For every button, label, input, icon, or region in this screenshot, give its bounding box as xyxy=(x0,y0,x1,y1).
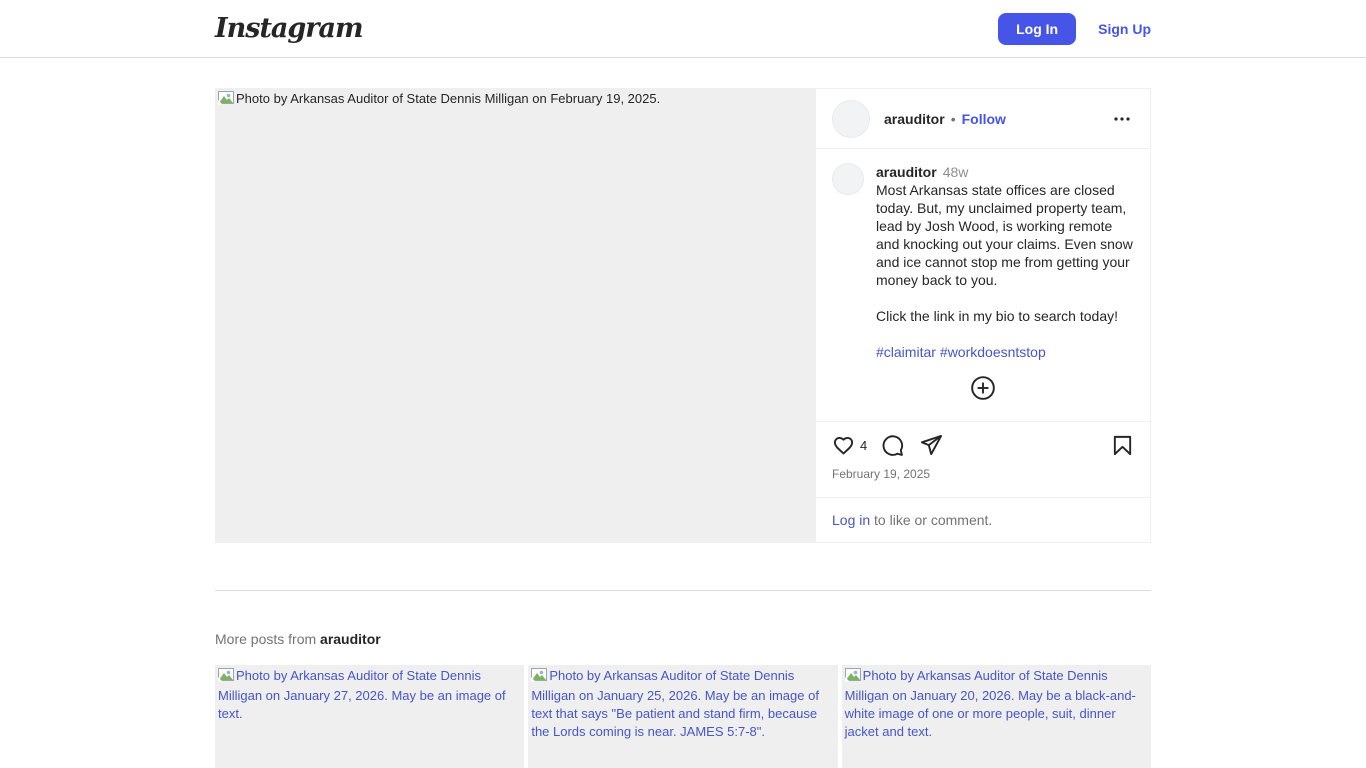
caption-paragraph: Click the link in my bio to search today! xyxy=(876,308,1118,324)
signup-link[interactable]: Sign Up xyxy=(1098,20,1151,37)
login-prompt xyxy=(816,497,1150,542)
comment-icon[interactable] xyxy=(881,434,904,457)
bookmark-icon[interactable] xyxy=(1111,434,1134,457)
comment-avatar[interactable] xyxy=(832,163,864,195)
broken-image-icon xyxy=(845,668,861,687)
comments-section xyxy=(816,149,1150,421)
plus-circle-icon[interactable] xyxy=(970,375,996,401)
thumbnail-alt-text: Photo by Arkansas Auditor of State Dennis Milligan on January 20, 2026. May be a black-and-white image of one or more people, suit, dinner jacket and text. xyxy=(844,668,1136,739)
like-heart-icon[interactable] xyxy=(832,434,855,457)
broken-image-icon xyxy=(218,91,234,109)
divider xyxy=(215,590,1151,591)
post-thumbnail[interactable] xyxy=(215,665,524,768)
post-image[interactable] xyxy=(215,88,816,543)
more-posts-heading xyxy=(215,631,1151,647)
username-link[interactable]: arauditor xyxy=(884,110,945,127)
more-options-icon[interactable] xyxy=(1110,107,1134,131)
post-thumbnail[interactable] xyxy=(528,665,837,768)
post-image-alt-text: Photo by Arkansas Auditor of State Dennis Milligan on February 19, 2025. xyxy=(236,91,661,106)
more-posts-prefix: More posts from xyxy=(215,631,321,647)
dot-separator: • xyxy=(950,110,956,127)
hashtag-link[interactable]: #workdoesntstop xyxy=(939,344,1046,360)
login-button[interactable]: Log In xyxy=(998,13,1076,45)
post-panel xyxy=(816,88,1151,543)
post-page xyxy=(215,88,1151,768)
share-icon[interactable] xyxy=(920,434,943,457)
post-header xyxy=(816,89,1150,149)
more-posts-grid xyxy=(215,665,1151,768)
broken-image-icon xyxy=(531,668,547,687)
avatar[interactable] xyxy=(832,100,870,138)
comment-username-link[interactable]: arauditor xyxy=(876,164,937,180)
instagram-logo[interactable]: Instagram xyxy=(215,13,363,44)
post-date: February 19, 2025 xyxy=(832,467,931,481)
login-prompt-text: to like or comment. xyxy=(870,512,993,528)
caption-comment xyxy=(832,163,1134,361)
post-thumbnail[interactable] xyxy=(842,665,1151,768)
thumbnail-alt-text: Photo by Arkansas Auditor of State Dennis Milligan on January 25, 2026. May be an image of text that says "Be patient and stand firm, because the Lords coming is near. JAMES 5:7-8". xyxy=(531,668,819,739)
follow-button[interactable]: Follow xyxy=(961,110,1006,127)
more-posts-username[interactable]: arauditor xyxy=(320,631,381,647)
comment-age: 48w xyxy=(942,164,969,180)
top-navbar xyxy=(0,0,1366,58)
post-card xyxy=(215,88,1151,543)
caption-paragraph: Most Arkansas state offices are closed today. But, my unclaimed property team, lead by Josh Wood, is working remote and knocking out your claims. Even snow and ice cannot stop me from getting your money back to you. xyxy=(876,182,1133,288)
like-count: 4 xyxy=(860,438,868,453)
actions-section xyxy=(816,421,1150,497)
hashtag-link[interactable]: #claimitar xyxy=(876,344,936,360)
login-link[interactable]: Log in xyxy=(832,512,871,528)
broken-image-icon xyxy=(218,668,234,687)
thumbnail-alt-text: Photo by Arkansas Auditor of State Dennis Milligan on January 27, 2026. May be an image of text. xyxy=(218,668,506,721)
